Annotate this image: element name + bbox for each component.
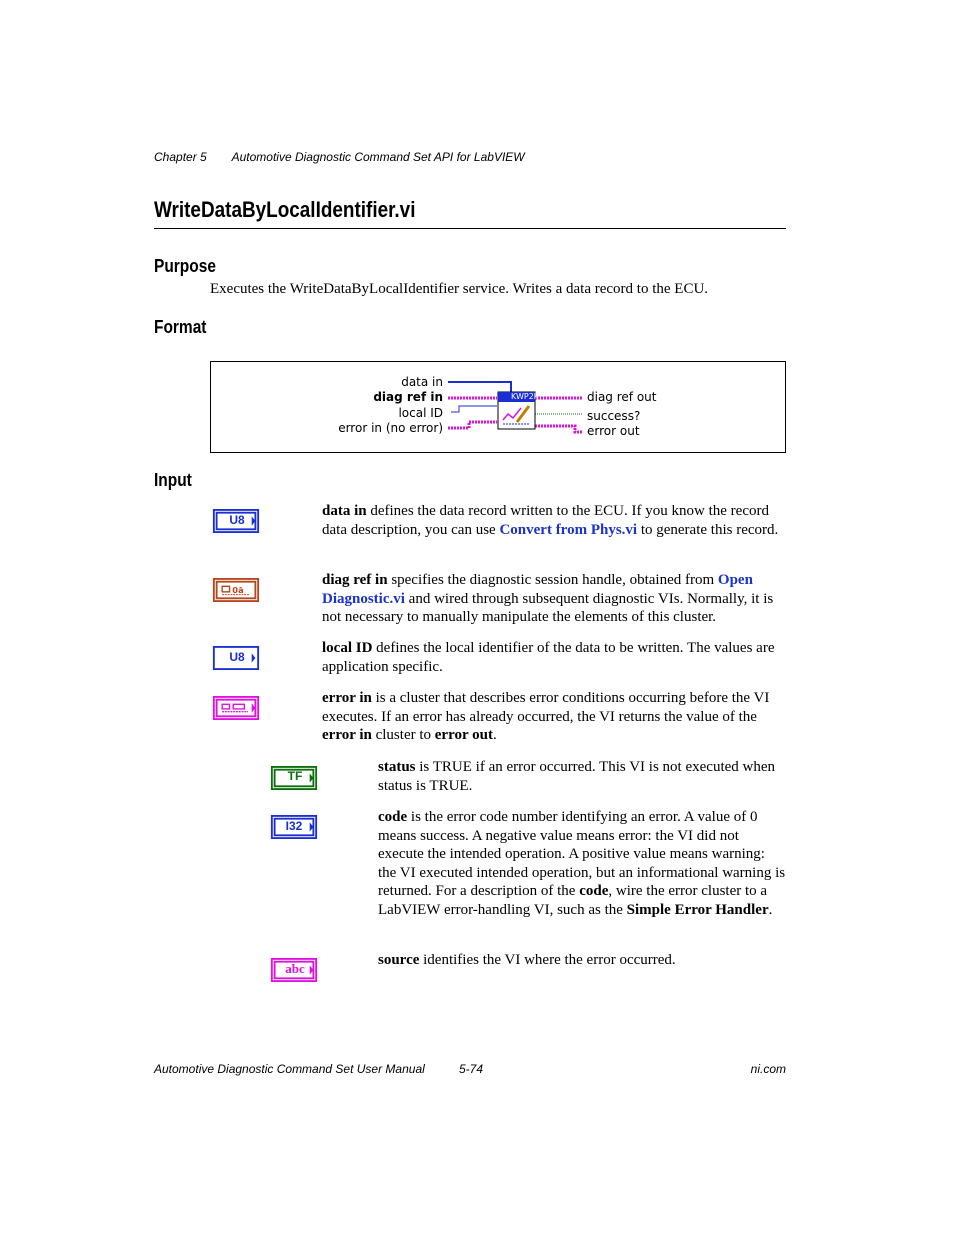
param-desc: . — [768, 901, 773, 918]
param-status — [378, 758, 786, 795]
connector-pane-diagram — [210, 361, 786, 453]
footer-manual-title: Automotive Diagnostic Command Set User Manual — [154, 1062, 425, 1076]
param-desc: to generate this record. — [637, 521, 779, 538]
footer-page-number: 5-74 — [459, 1062, 484, 1076]
i32-icon-text: I32 — [285, 819, 303, 833]
chapter-title: Automotive Diagnostic Command Set API for LabVIEW — [231, 150, 525, 164]
vi-icon-label: KWP2k — [511, 392, 539, 401]
page-title: WriteDataByLocalIdentifier.vi — [154, 197, 416, 222]
error-cluster-icon — [212, 696, 260, 720]
param-error-in — [322, 689, 786, 745]
param-desc: is a cluster that describes error conditions occurring before the VI executes. If an error has already occurred, the VI returns the value of the — [322, 690, 770, 725]
param-name: error in — [322, 690, 372, 706]
tf-icon-text: TF — [287, 769, 303, 783]
u8-icon-text: U8 — [229, 513, 245, 527]
terminal-diag-ref-in: diag ref in — [373, 390, 443, 404]
connector-wires — [211, 362, 785, 452]
param-desc: identifies the VI where the error occurred. — [419, 952, 676, 968]
terminal-local-id: local ID — [398, 406, 443, 420]
purpose-heading: Purpose — [154, 256, 216, 276]
param-name: status — [378, 759, 416, 775]
param-local-id — [322, 639, 786, 676]
param-desc: specifies the diagnostic session handle, obtained from — [387, 572, 718, 588]
param-ref: code — [579, 883, 609, 900]
svg-text:0ā: 0ā — [232, 584, 244, 595]
cluster-type-icon — [212, 578, 260, 602]
param-desc: defines the data record written to the ECU. If you know the record data description, you can use — [322, 503, 769, 538]
u8-icon-text: U8 — [229, 650, 245, 664]
abc-icon-text: abc — [285, 961, 305, 976]
param-desc: is the error code number identifying an error. A value of 0 means success. A negative value means error: the VI did not execute the intended operation. A positive value means warning: the VI executed intended operation, but an informational warning is returned. For a description of the — [378, 809, 786, 900]
input-heading: Input — [154, 470, 192, 490]
footer-site: ni.com — [750, 1062, 786, 1076]
terminal-error-out: error out — [587, 424, 640, 438]
chapter-number: Chapter 5 — [154, 150, 207, 164]
param-desc: . — [492, 727, 497, 744]
param-code — [378, 808, 786, 920]
param-source — [378, 951, 786, 970]
param-name: source — [378, 952, 420, 968]
purpose-text: Executes the WriteDataByLocalIdentifier service. Writes a data record to the ECU. — [210, 281, 709, 297]
param-ref: Simple Error Handler — [626, 901, 769, 918]
param-ref: error in — [322, 727, 372, 744]
terminal-success: success? — [587, 409, 641, 423]
open-diagnostic-link[interactable]: Open Diagnostic.vi — [322, 572, 753, 607]
param-desc: is TRUE if an error occurred. This VI is not executed when status is TRUE. — [378, 759, 776, 794]
param-diag-ref-in — [322, 571, 786, 627]
terminal-diag-ref-out: diag ref out — [587, 390, 657, 404]
param-data-in — [322, 502, 786, 539]
running-header — [154, 150, 547, 164]
convert-from-phys-link[interactable]: Convert from Phys.vi — [499, 521, 638, 538]
param-desc: cluster to — [371, 727, 435, 744]
param-desc: and wired through subsequent diagnostic VIs. Normally, it is not necessary to manually manipulate the elements of this cluster. — [322, 590, 774, 626]
param-name: data in — [322, 503, 367, 519]
param-desc: , wire the error cluster to a LabVIEW error-handling VI, such as the — [378, 883, 768, 918]
terminal-data-in: data in — [401, 375, 443, 389]
param-ref: error out — [434, 727, 493, 744]
param-name: diag ref in — [322, 572, 388, 588]
param-name: code — [378, 809, 408, 825]
terminal-error-in: error in (no error) — [338, 421, 443, 435]
format-heading: Format — [154, 317, 207, 337]
param-desc: defines the local identifier of the data to be written. The values are application specific. — [322, 640, 775, 675]
param-name: local ID — [322, 640, 373, 656]
title-rule — [154, 228, 786, 229]
